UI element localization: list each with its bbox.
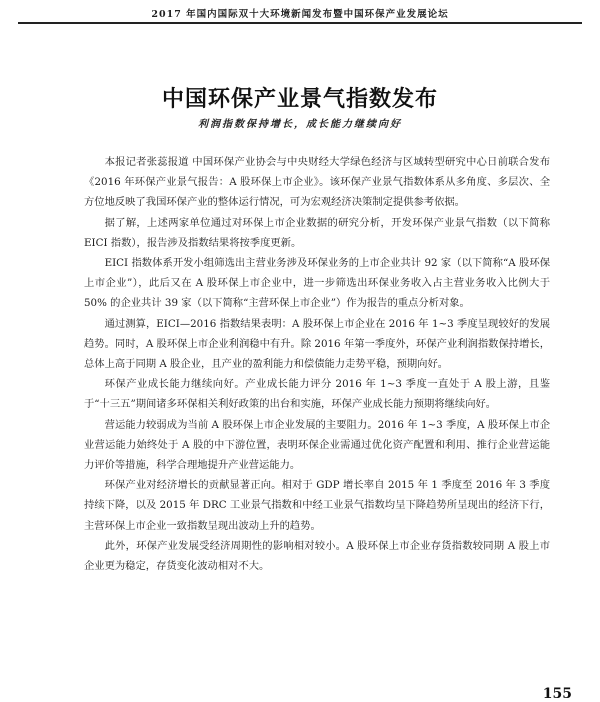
- running-header: 2017 年国内国际双十大环境新闻发布暨中国环保产业发展论坛: [151, 9, 449, 20]
- article-subtitle: 利润指数保持增长，成长能力继续向好: [198, 119, 402, 130]
- article-title: 中国环保产业景气指数发布: [161, 86, 438, 112]
- paragraph: EICI 指数体系开发小组筛选出主营业务涉及环保业务的上市企业共计 92 家（以下简称“A 股环保上市企业”），此后又在 A 股环保上市企业中，进一步筛选出环保业务收入占主营业务收入比例大于 50% 的企业共计 39 家（以下简称“主营环保上市企业”）作为报告的重点分析对象。: [84, 257, 550, 310]
- paragraph: 通过测算，EICI—2016 指数结果表明：A 股环保上市企业在 2016 年 1~3 季度呈现较好的发展趋势。同时，A 股环保上市企业利润稳中有升。除 2016 年第一季度外，环保产业利润指数保持增长，总体上高于同期 A 股企业，且产业的盈利能力和偿债能力走势平稳，预期向好。: [84, 317, 550, 371]
- page-number: 155: [542, 686, 572, 702]
- paragraph: 此外，环保产业发展受经济周期性的影响相对较小。A 股环保上市企业存货指数较同期 A 股上市企业更为稳定，存货变化波动相对不大。: [84, 539, 550, 573]
- paragraph: 营运能力较弱成为当前 A 股环保上市企业发展的主要阻力。2016 年 1~3 季度，A 股环保上市企业营运能力始终处于 A 股的中下游位置，表明环保企业需通过优化资产配置和利用、推行企业营运能力评价等措施，科学合理地提升产业营运能力。: [84, 418, 550, 472]
- header-divider: [18, 22, 582, 24]
- paragraph: 环保产业对经济增长的贡献显著正向。相对于 GDP 增长率自 2015 年 1 季度至 2016 年 3 季度持续下降，以及 2015 年 DRC 工业景气指数和中经工业景气指数均呈下降趋势所呈现出的经济下行，主营环保上市企业一致指数呈现出波动上升的趋势。: [84, 479, 550, 532]
- paragraph: 环保产业成长能力继续向好。产业成长能力评分 2016 年 1~3 季度一直处于 A 股上游，且鉴于“十三五”期间诸多环保相关利好政策的出台和实施，环保产业成长能力预期将继续向好。: [84, 378, 550, 411]
- article-body: [84, 152, 550, 576]
- paragraph: 本报记者张蕊报道 中国环保产业协会与中央财经大学绿色经济与区域转型研究中心日前联合发布《2016 年环保产业景气报告：A 股环保上市企业》。该环保产业景气指数体系从多角度、多层次、全方位地反映了我国环保产业的整体运行情况，可为宏观经济决策制定提供参考依据。: [84, 156, 550, 209]
- paragraph: 据了解，上述两家单位通过对环保上市企业数据的研究分析，开发环保产业景气指数（以下简称 EICI 指数），报告涉及指数结果将按季度更新。: [84, 216, 550, 249]
